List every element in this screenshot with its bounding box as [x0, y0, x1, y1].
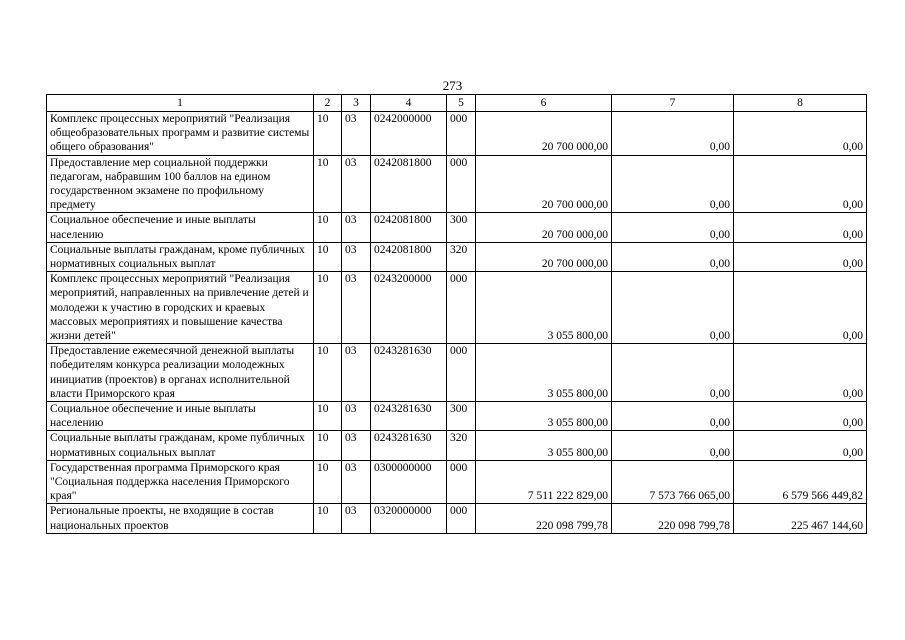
- header-cell: 7: [612, 95, 734, 112]
- section-code: 10: [314, 272, 342, 344]
- amount-col7: 0,00: [612, 155, 734, 213]
- amount-col6: 3 055 800,00: [476, 431, 612, 460]
- row-name: Предоставление мер социальной поддержки педагогам, набравшим 100 баллов на едином государственном экзамене по профильному предмету: [47, 155, 314, 213]
- subsection-code: 03: [342, 504, 371, 533]
- section-code: 10: [314, 344, 342, 402]
- table-row: [47, 344, 867, 402]
- table-row: [47, 402, 867, 431]
- table-row: [47, 504, 867, 533]
- expense-type-code: 000: [447, 272, 476, 344]
- subsection-code: 03: [342, 112, 371, 156]
- amount-col8: 0,00: [734, 431, 867, 460]
- target-article-code: 0242081800: [371, 155, 447, 213]
- expense-type-code: 320: [447, 242, 476, 271]
- amount-col6: 20 700 000,00: [476, 112, 612, 156]
- amount-col6: 7 511 222 829,00: [476, 460, 612, 504]
- target-article-code: 0243281630: [371, 344, 447, 402]
- row-name: Региональные проекты, не входящие в состав национальных проектов: [47, 504, 314, 533]
- amount-col7: 220 098 799,78: [612, 504, 734, 533]
- page-number: 273: [442, 78, 463, 93]
- amount-col7: 0,00: [612, 213, 734, 242]
- table-row: [47, 460, 867, 504]
- expense-type-code: 000: [447, 460, 476, 504]
- amount-col8: 0,00: [734, 402, 867, 431]
- table-row: [47, 155, 867, 213]
- expense-type-code: 300: [447, 402, 476, 431]
- section-code: 10: [314, 242, 342, 271]
- subsection-code: 03: [342, 460, 371, 504]
- target-article-code: 0242081800: [371, 213, 447, 242]
- target-article-code: 0243200000: [371, 272, 447, 344]
- amount-col7: 0,00: [612, 242, 734, 271]
- section-code: 10: [314, 460, 342, 504]
- table-row: [47, 112, 867, 156]
- expense-type-code: 000: [447, 504, 476, 533]
- header-cell: 6: [476, 95, 612, 112]
- amount-col6: 220 098 799,78: [476, 504, 612, 533]
- section-code: 10: [314, 213, 342, 242]
- target-article-code: 0243281630: [371, 431, 447, 460]
- amount-col6: 20 700 000,00: [476, 155, 612, 213]
- header-cell: 2: [314, 95, 342, 112]
- subsection-code: 03: [342, 431, 371, 460]
- amount-col8: 0,00: [734, 242, 867, 271]
- table-row: [47, 242, 867, 271]
- header-cell: 8: [734, 95, 867, 112]
- row-name: Комплекс процессных мероприятий "Реализация мероприятий, направленных на привлечение детей и молодежи к участию в городских и краевых массовых мероприятиях и повышение качества жизни детей": [47, 272, 314, 344]
- amount-col8: 0,00: [734, 155, 867, 213]
- row-name: Государственная программа Приморского края "Социальная поддержка населения Приморского края": [47, 460, 314, 504]
- amount-col8: 0,00: [734, 272, 867, 344]
- amount-col7: 0,00: [612, 272, 734, 344]
- amount-col6: 20 700 000,00: [476, 213, 612, 242]
- header-cell: 3: [342, 95, 371, 112]
- expense-type-code: 300: [447, 213, 476, 242]
- amount-col6: 3 055 800,00: [476, 344, 612, 402]
- amount-col6: 20 700 000,00: [476, 242, 612, 271]
- amount-col8: 6 579 566 449,82: [734, 460, 867, 504]
- subsection-code: 03: [342, 344, 371, 402]
- amount-col7: 0,00: [612, 112, 734, 156]
- table-row: [47, 272, 867, 344]
- header-row: [47, 95, 867, 112]
- target-article-code: 0243281630: [371, 402, 447, 431]
- amount-col6: 3 055 800,00: [476, 402, 612, 431]
- amount-col7: 0,00: [612, 402, 734, 431]
- amount-col7: 7 573 766 065,00: [612, 460, 734, 504]
- expense-type-code: 000: [447, 344, 476, 402]
- section-code: 10: [314, 431, 342, 460]
- row-name: Социальное обеспечение и иные выплаты населению: [47, 402, 314, 431]
- amount-col7: 0,00: [612, 431, 734, 460]
- amount-col8: 0,00: [734, 344, 867, 402]
- target-article-code: 0242081800: [371, 242, 447, 271]
- header-cell: 5: [447, 95, 476, 112]
- section-code: 10: [314, 504, 342, 533]
- row-name: Социальное обеспечение и иные выплаты населению: [47, 213, 314, 242]
- amount-col8: 225 467 144,60: [734, 504, 867, 533]
- amount-col7: 0,00: [612, 344, 734, 402]
- table-row: [47, 213, 867, 242]
- header-cell: 4: [371, 95, 447, 112]
- header-cell: 1: [47, 95, 314, 112]
- expense-type-code: 000: [447, 112, 476, 156]
- target-article-code: 0242000000: [371, 112, 447, 156]
- row-name: Социальные выплаты гражданам, кроме публичных нормативных социальных выплат: [47, 431, 314, 460]
- subsection-code: 03: [342, 155, 371, 213]
- budget-table: [46, 94, 867, 534]
- target-article-code: 0320000000: [371, 504, 447, 533]
- amount-col8: 0,00: [734, 112, 867, 156]
- subsection-code: 03: [342, 402, 371, 431]
- amount-col6: 3 055 800,00: [476, 272, 612, 344]
- subsection-code: 03: [342, 242, 371, 271]
- subsection-code: 03: [342, 272, 371, 344]
- subsection-code: 03: [342, 213, 371, 242]
- row-name: Социальные выплаты гражданам, кроме публичных нормативных социальных выплат: [47, 242, 314, 271]
- row-name: Комплекс процессных мероприятий "Реализация общеобразовательных программ и развитие системы общего образования": [47, 112, 314, 156]
- expense-type-code: 000: [447, 155, 476, 213]
- target-article-code: 0300000000: [371, 460, 447, 504]
- expense-type-code: 320: [447, 431, 476, 460]
- row-name: Предоставление ежемесячной денежной выплаты победителям конкурса реализации молодежных инициатив (проектов) в органах исполнительной власти Приморского края: [47, 344, 314, 402]
- section-code: 10: [314, 112, 342, 156]
- section-code: 10: [314, 402, 342, 431]
- section-code: 10: [314, 155, 342, 213]
- amount-col8: 0,00: [734, 213, 867, 242]
- table-row: [47, 431, 867, 460]
